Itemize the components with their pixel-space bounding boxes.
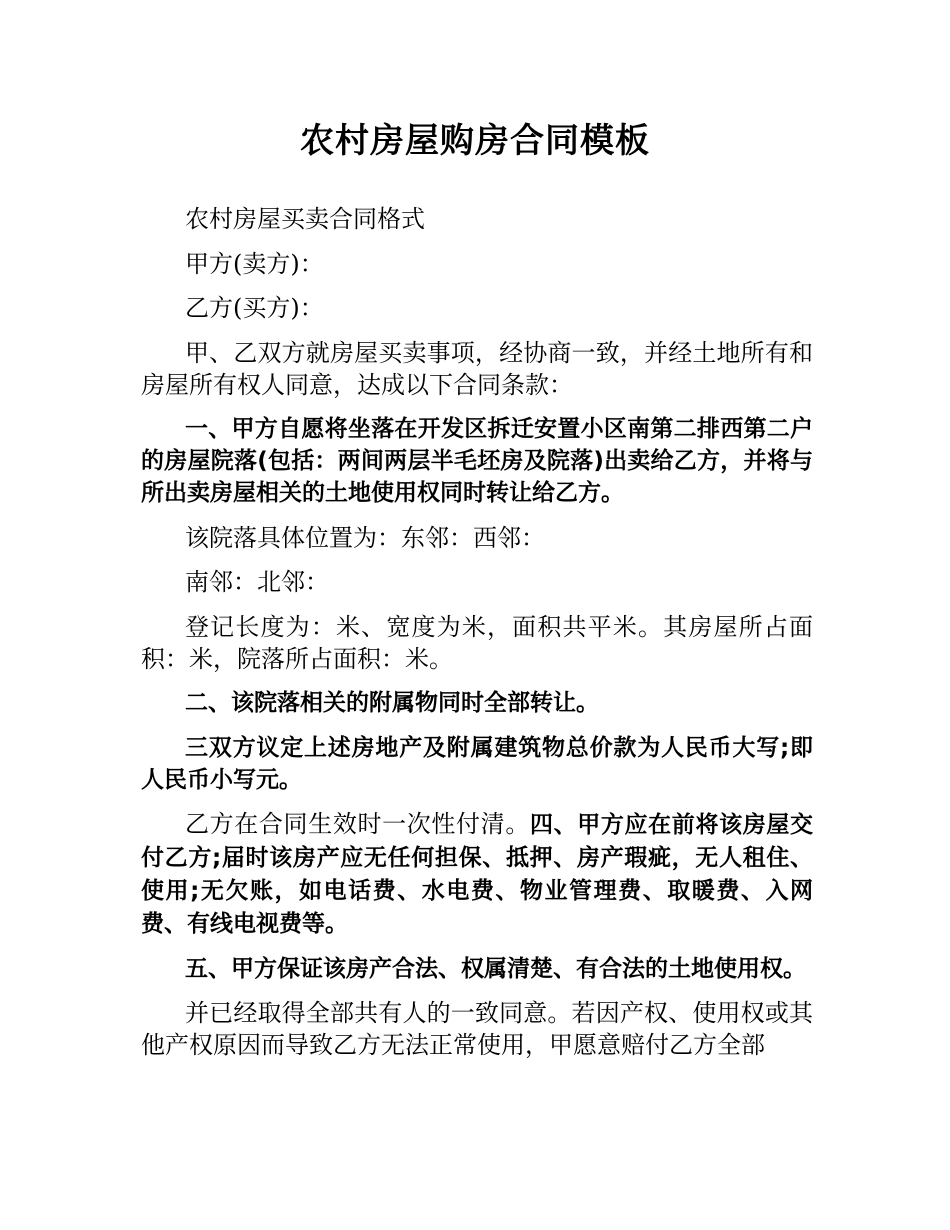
clause-1: 一、甲方自愿将坐落在开发区拆迁安置小区南第二排西第二户的房屋院落(包括：两间两层半毛坯房及院落)出卖给乙方，并将与所出卖房屋相关的土地使用权同时转让给乙方。 [141, 416, 813, 506]
document-body [141, 203, 813, 1074]
clause-2: 二、该院落相关的附属物同时全部转让。 [185, 690, 599, 716]
document-title: 农村房屋购房合同模板 [300, 121, 650, 161]
paragraph-subtitle: 农村房屋买卖合同格式 [185, 205, 425, 233]
clause-4: 四、甲方应在前将该房屋交付乙方;届时该房产应无任何担保、抵押、房产瑕疵，无人租住、使用;无欠账，如电话费、水电费、物业管理费、取暖费、入网费、有线电视费等。 [141, 812, 814, 937]
clause-3: 三双方议定上述房地产及附属建筑物总价款为人民币大写;即人民币小写元。 [141, 734, 813, 793]
paragraph-party-b: 乙方(买方)： [185, 294, 324, 322]
paragraph-location: 该院落具体位置为：东邻：西邻： [185, 523, 545, 552]
paragraph-party-a: 甲方(卖方)： [185, 249, 324, 278]
paragraph-dimensions: 登记长度为：米、宽度为米，面积共平米。其房屋所占面积：米，院落所占面积：米。 [141, 612, 813, 673]
paragraph-payment-and-clause-4 [141, 808, 813, 940]
paragraph-neighbors: 南邻：北邻： [185, 568, 329, 596]
clause-5: 五、甲方保证该房产合法、权属清楚、有合法的土地使用权。 [185, 955, 806, 982]
paragraph-consent: 并已经取得全部共有人的一致同意。若因产权、使用权或其他产权原因而导致乙方无法正常使用，甲愿意赔付乙方全部 [141, 999, 813, 1059]
paragraph-preamble: 甲、乙双方就房屋买卖事项，经协商一致，并经土地所有和房屋所有权人同意，达成以下合同条款： [141, 338, 813, 399]
payment-text: 乙方在合同生效时一次性付清。 [185, 810, 530, 838]
